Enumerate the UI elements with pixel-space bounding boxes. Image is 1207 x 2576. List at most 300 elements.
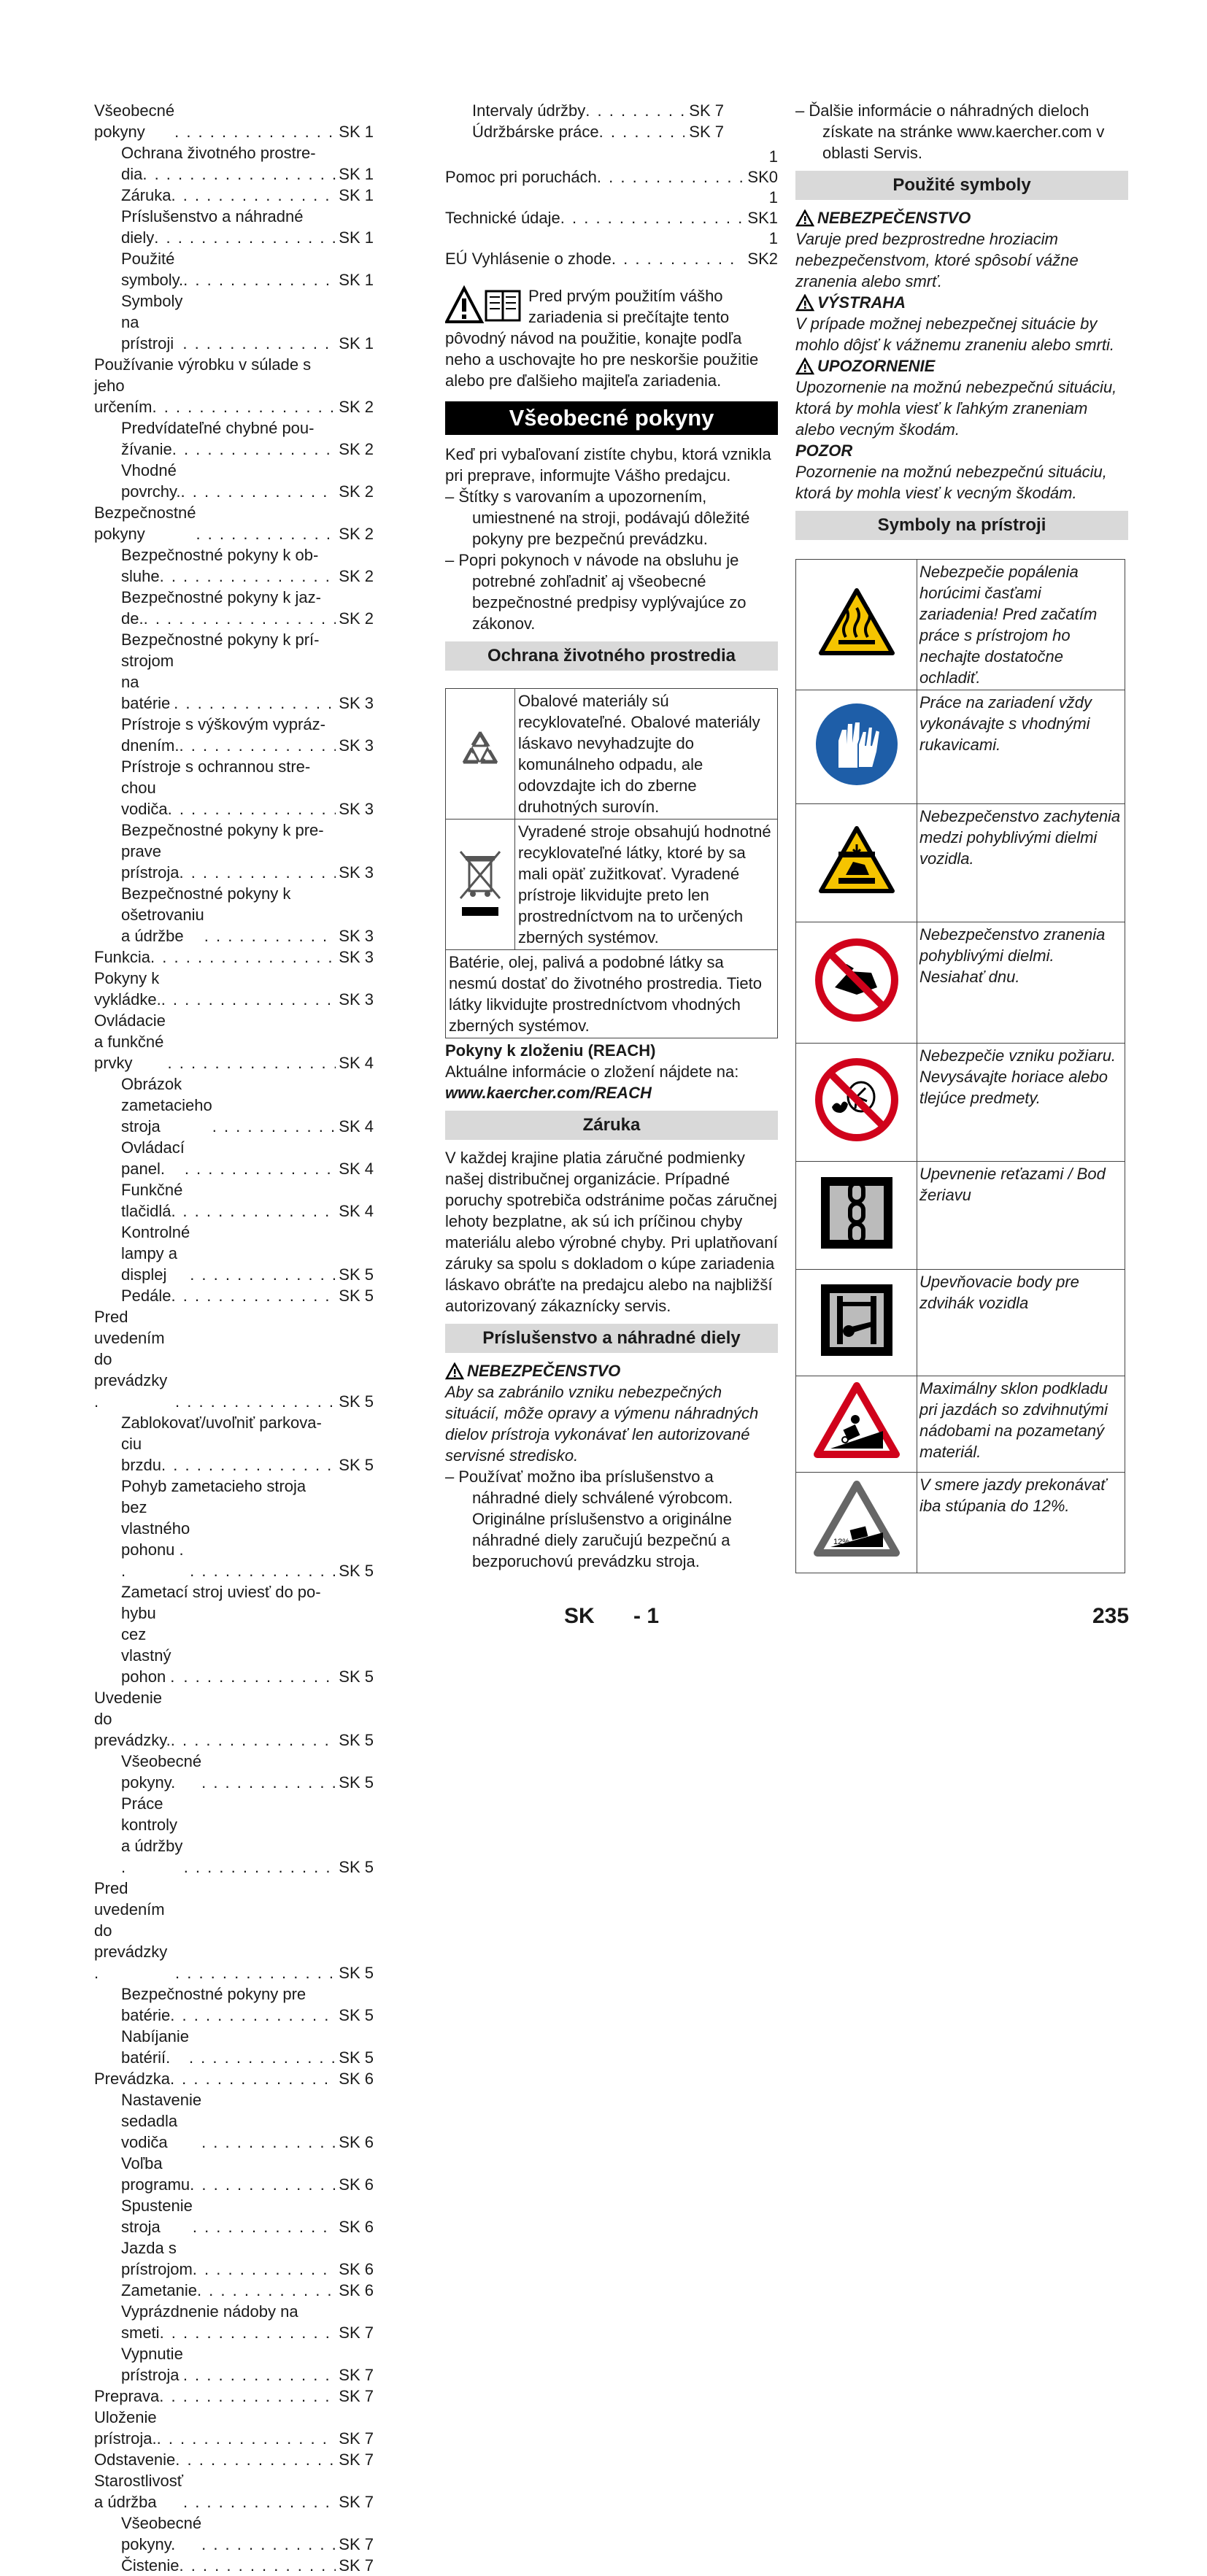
toc-leader-dots (190, 1264, 336, 1285)
device-symbol-row (796, 1376, 1125, 1473)
device-symbol-text: Nebezpečie vzniku požiaru. Nevysávajte horiace alebo tlejúce predmety. (917, 1044, 1125, 1162)
toc-entry[interactable] (94, 2089, 374, 2153)
device-symbol-row (796, 922, 1125, 1044)
toc-entry[interactable] (94, 629, 374, 714)
device-symbol-text: Upevnenie reťazami / Bod žeriavu (917, 1162, 1125, 1270)
toc-entry-page-digit: 2 (768, 250, 778, 268)
toc-entry-page: SK 7 (339, 2324, 374, 2342)
toc-entry-page: SK 3 (339, 694, 374, 712)
toc-entry-page: SK 5 (339, 1858, 374, 1876)
toc-entry[interactable] (94, 2026, 374, 2068)
toc-entry-title: ciu brzdu (121, 1435, 162, 1474)
toc-entry-title: prave prístroja (121, 842, 180, 882)
toc-entry[interactable] (94, 1793, 374, 1878)
toc-entry[interactable] (94, 544, 374, 587)
warranty-text: V každej krajine platia záručné podmienky našej distribučnej organizácie. Prípadné poruchy spotrebiča odstránime počas záručnej lehoty bezplatne, ak sú ich príčinou chyby materiálu alebo výrobné chyby. Pri uplatňovaní záruky sa spolu s dokladom o kúpe zariadenia láskavo obráťte na predajcu alebo na najbližší autorizovaný zákaznícky servis. (445, 1149, 778, 1315)
toc-entry-title: Práce kontroly a údržby . (121, 1794, 183, 1876)
toc-entry-title: Vypnutie prístroja (121, 2345, 183, 2384)
toc-entry[interactable] (94, 820, 374, 883)
toc-entry-title: Ovládacie a funkčné prvky (94, 1011, 166, 1072)
toc-entry[interactable] (445, 147, 778, 188)
toc-entry[interactable] (94, 1687, 374, 1751)
toc-entry-page: SK 2 (339, 440, 374, 458)
toc-entry-page: SK 4 (339, 1054, 374, 1072)
toc-entry[interactable] (94, 1306, 374, 1412)
toc-entry[interactable] (94, 2237, 374, 2280)
toc-leader-dots (175, 1962, 336, 1983)
toc-entry[interactable] (472, 100, 724, 121)
jack-point-icon (796, 1270, 917, 1376)
general-p1: Keď pri vybaľovaní zistíte chybu, ktorá vznikla pri preprave, informujte Vášho predajcu. (445, 445, 771, 485)
toc-leader-dots (168, 798, 336, 820)
device-symbol-text: Nebezpečenstvo zachytenia medzi pohyblivými dielmi vozidla. (917, 804, 1125, 922)
toc-leader-dots (171, 1285, 336, 1306)
toc-entry-page-number (769, 228, 778, 269)
toc-entry-title: žívanie (121, 440, 172, 458)
right-column (795, 100, 1128, 1573)
toc-entry-page-digit: 1 (768, 188, 778, 207)
toc-entry-page: SK 7 (689, 123, 724, 141)
toc-entry-title: Bezpečnostné pokyny k ob- (121, 546, 319, 564)
toc-entry-title: Predvídateľné chybné pou- (121, 419, 315, 437)
toc-entry-page: SK 7 (339, 2450, 374, 2469)
hot-surface-icon (796, 560, 917, 690)
toc-entry-title: dnením. (121, 736, 180, 755)
toc-column (94, 100, 374, 2576)
toc-entry[interactable] (94, 1179, 374, 1222)
toc-entry-page: SK 3 (339, 990, 374, 1009)
warning-triangle-icon (795, 209, 814, 227)
toc-entry-page: SK 5 (339, 1392, 374, 1411)
toc-entry-title: Ochrana životného prostre- (121, 144, 316, 162)
toc-leader-dots (193, 2259, 336, 2280)
toc-entry-title: de. (121, 609, 144, 628)
toc-leader-dots (612, 248, 744, 269)
toc-leader-dots (193, 2216, 336, 2237)
toc-leader-dots (196, 523, 336, 544)
toc-entry[interactable] (94, 2343, 374, 2386)
toc-entry-title: Záruka (121, 186, 171, 204)
toc-entry[interactable] (94, 1581, 374, 1687)
toc-entry[interactable] (94, 2449, 374, 2470)
toc-entry-page: SK 1 (339, 271, 374, 289)
device-symbol-text: Maximálny sklon podkladu pri jazdách so zdvihnutými nádobami na pozametaný materiál. (917, 1376, 1125, 1473)
toc-entry-title: Pred uvedením do prevádzky . (94, 1879, 168, 1982)
toc-entry[interactable] (94, 460, 374, 502)
toc-leader-dots (190, 1560, 336, 1581)
toc-entry-page: SK 1 (339, 228, 374, 247)
toc-entry[interactable] (94, 968, 374, 1010)
toc-leader-dots (152, 396, 336, 417)
toc-entry[interactable] (94, 206, 374, 248)
toc-entry-page-number (769, 188, 778, 228)
toc-entry-page: SK 5 (339, 2006, 374, 2024)
symbol-label: NEBEZPEČENSTVO (817, 209, 971, 227)
toc-entry[interactable] (94, 248, 374, 290)
symbol-label: VÝSTRAHA (817, 293, 906, 312)
symbol-label-heading (795, 207, 1128, 228)
toc-entry-page: SK 6 (339, 2133, 374, 2151)
toc-entry-page: SK 5 (339, 1964, 374, 1982)
toc-leader-dots (181, 481, 336, 502)
toc-entry-title: Jazda s prístrojom (121, 2239, 193, 2278)
toc-entry-title: Kontrolné lampy a displej (121, 1223, 190, 1284)
toc-leader-dots (172, 439, 336, 460)
toc-continued (445, 100, 778, 142)
toc-entry-page-digit: 0 (768, 168, 778, 186)
toc-entry-page-number (769, 147, 778, 188)
toc-entry-title: Uloženie prístroja. (94, 2408, 157, 2448)
toc-entry-title: Všeobecné pokyny. (121, 1752, 202, 1792)
toc-leader-dots (599, 121, 685, 142)
toc-entry[interactable] (94, 1983, 374, 2026)
accessories-warning-heading (445, 1360, 778, 1381)
toc-leader-dots (183, 2491, 336, 2513)
toc-entry[interactable] (94, 2195, 374, 2237)
toc-entry[interactable] (445, 188, 778, 228)
toc-entry-page: SK 5 (339, 1562, 374, 1580)
toc-leader-dots (183, 269, 336, 290)
toc-entry-page: SK 2 (339, 482, 374, 501)
toc-entry-title: Spustenie stroja (121, 2197, 193, 2236)
svg-text:12%: 12% (833, 1538, 849, 1546)
toc-entry-title: Zablokovať/uvoľniť parkova- (121, 1414, 322, 1432)
toc-entry[interactable] (94, 756, 374, 820)
chain-mount-icon (796, 1162, 917, 1270)
toc-entry-page: SK (747, 209, 769, 227)
device-symbol-row (796, 1044, 1125, 1162)
toc-entry-page: SK 3 (339, 736, 374, 755)
toc-entry-title: Starostlivosť a údržba (94, 2472, 183, 2511)
toc-entry-title: Údržbárske práce (472, 123, 599, 141)
toc-entry-title: Obrázok zametacieho stroja (121, 1075, 212, 1135)
toc-entry-title: Symboly na prístroji (121, 292, 183, 352)
toc-entry[interactable] (94, 1878, 374, 1983)
toc-leader-dots (183, 2364, 336, 2386)
toc-entry-page: SK 6 (339, 2175, 374, 2194)
toc-leader-dots (168, 1052, 336, 1073)
toc-entry[interactable] (94, 2386, 374, 2407)
environment-row-3: Batérie, olej, palivá a podobné látky sa nesmú dostať do životného prostredia. Tieto látky likvidujte prostredníctvom vhodných zberných systémov. (446, 950, 778, 1038)
toc-leader-dots (170, 2005, 336, 2026)
toc-leader-dots (170, 2068, 336, 2089)
toc-leader-dots (179, 862, 336, 883)
symbol-description: Pozornenie na možnú nebezpečnú situáciu, ktorá by mohla viesť k vecným škodám. (795, 463, 1107, 502)
toc-entry-title: bez vlastného pohonu . . (121, 1498, 190, 1580)
toc-entry[interactable] (94, 2513, 374, 2555)
toc-leader-dots (182, 1200, 336, 1222)
toc-entry-page: SK 3 (339, 863, 374, 882)
toc-entry-page: SK 6 (339, 2260, 374, 2278)
accessories-warning-label: NEBEZPEČENSTVO (467, 1362, 621, 1380)
toc-leader-dots (183, 1666, 336, 1687)
toc-entry-title: Preprava (94, 2387, 160, 2405)
symbol-description: Upozornenie na možnú nebezpečnú situáciu, ktorá by mohla viesť k ľahkým zraneniam alebo vecným škodám. (795, 378, 1117, 439)
device-symbol-row (796, 1162, 1125, 1270)
device-symbol-text: V smere jazdy prekonávať iba stúpania do 12%. (917, 1473, 1125, 1573)
toc-leader-dots (175, 2449, 336, 2470)
toc-entry-title: Vyprázdnenie nádoby na (121, 2302, 298, 2321)
symbol-label-heading (795, 355, 1128, 377)
symbol-description: V prípade možnej nebezpečnej situácie by mohlo dôjsť k vážnemu zraneniu alebo smrti. (795, 315, 1114, 354)
toc-entry-page: SK 5 (339, 1265, 374, 1284)
device-symbol-row (796, 804, 1125, 922)
toc-entry[interactable] (94, 2153, 374, 2195)
toc-leader-dots (201, 2132, 336, 2153)
toc-entry-title: Pokyny k vykládke. (94, 969, 161, 1009)
toc-entry-page: SK (747, 250, 769, 268)
toc-entry-title: Uvedenie do prevádzky. (94, 1689, 171, 1749)
toc-leader-dots (182, 333, 336, 354)
toc-leader-dots (160, 2322, 336, 2343)
toc-entry-page: SK 5 (339, 2048, 374, 2067)
device-symbol-text: Nebezpečenstvo zranenia pohyblivými dielmi. Nesiahať dnu. (917, 922, 1125, 1044)
toc-entry-page: SK 3 (339, 948, 374, 966)
device-symbols-table (795, 559, 1125, 1573)
toc-leader-dots (201, 2534, 336, 2555)
device-symbol-row (796, 1270, 1125, 1376)
symbol-label-heading (795, 440, 1128, 461)
symbol-label: UPOZORNENIE (817, 357, 936, 375)
toc-entry[interactable] (94, 946, 374, 968)
toc-leader-dots (157, 2428, 336, 2449)
toc-entry-page: SK 6 (339, 2070, 374, 2088)
toc-leader-dots (560, 207, 744, 228)
environment-row-1: Obalové materiály sú recyklovateľné. Obalové materiály láskavo nevyhadzujte do komunálneho odpadu, ale odovzdajte ich do zberne druhotných surovín. (515, 689, 778, 820)
toc-entry-page: SK 7 (339, 2366, 374, 2384)
toc-entry-page: SK 6 (339, 2218, 374, 2236)
toc-entry-title: Bezpečnostné pokyny (94, 504, 196, 543)
toc-entry-title: Intervaly údržby (472, 101, 586, 120)
toc-entry-page: SK 5 (339, 1731, 374, 1749)
toc-entry[interactable] (94, 2555, 374, 2576)
recycle-icon (446, 689, 515, 820)
toc-entry-title: hybu cez vlastný pohon . (121, 1604, 175, 1686)
toc-entry[interactable] (94, 714, 374, 756)
accessories-warning-text: Aby sa zabránilo vzniku nebezpečných situácií, môže opravy a výmenu náhradných dielov prístroja vykonávať len autorizované servisné stredisko. (445, 1383, 759, 1465)
read-manual-icon (445, 285, 525, 325)
toc-entry[interactable] (94, 185, 374, 206)
section-title-general: Všeobecné pokyny (445, 401, 778, 435)
toc-entry-page: SK 7 (339, 2535, 374, 2553)
symbol-label: POZOR (795, 441, 853, 460)
toc-entry-title: jeho určením (94, 377, 153, 416)
general-bullet-1: – Štítky s varovaním a upozornením, umiestnené na stroji, podávajú dôležité pokyny pre bezpečnú prevádzku. (445, 486, 778, 549)
toc-entry-page: SK 5 (339, 1287, 374, 1305)
toc-entry-title: sluhe (121, 567, 160, 585)
toc-entry-title: smeti (121, 2324, 160, 2342)
accessories-bullet-2: – Ďalšie informácie o náhradných dieloch získate na stránke www.kaercher.com v oblasti Servis. (795, 100, 1128, 163)
toc-entry[interactable] (445, 228, 778, 269)
toc-entry-page: SK 3 (339, 927, 374, 945)
toc-leader-dots (150, 946, 336, 968)
intro-text: Pred prvým použitím vášho zariadenia si prečítajte tento pôvodný návod na použitie, konajte podľa neho a uschovajte ho pre neskoršie použitie alebo pre ďalšieho majiteľa zariadenia. (445, 287, 759, 390)
toc-leader-dots (197, 2280, 336, 2301)
toc-leader-dots (201, 1772, 336, 1793)
toc-entry[interactable] (94, 1137, 374, 1179)
toc-entry[interactable] (94, 2407, 374, 2449)
toc-entry-title: Zametací stroj uviesť do po- (121, 1583, 321, 1601)
toc-entry-title: Nastavenie sedadla vodiča (121, 2091, 202, 2151)
toc-entry-page: SK 4 (339, 1160, 374, 1178)
toc-entry-page-digit: 1 (768, 147, 778, 166)
toc-entry-title: Pedále (121, 1287, 171, 1305)
toc-entry-title: Prevádzka (94, 2070, 170, 2088)
toc-entry[interactable] (94, 354, 374, 417)
toc-entry[interactable] (94, 1222, 374, 1285)
toc-entry-title: Prístroje s ochrannou stre- (121, 757, 311, 776)
crossed-bin-icon (446, 820, 515, 950)
toc-entry-title: chou vodiča (121, 779, 168, 818)
toc-entry[interactable] (94, 417, 374, 460)
toc-leader-dots (159, 2386, 336, 2407)
slope-tip-icon (796, 1376, 917, 1473)
section-title-warranty: Záruka (445, 1111, 778, 1140)
toc-entry-page: SK 5 (339, 1773, 374, 1792)
toc-entry[interactable] (94, 142, 374, 185)
toc-entry-title: Všeobecné pokyny. (121, 2514, 202, 2553)
toc-entry[interactable] (94, 100, 374, 142)
toc-entry[interactable] (94, 290, 374, 354)
toc-entry-title: Použité symboly. (121, 250, 184, 289)
toc-entry[interactable] (94, 1010, 374, 1073)
toc-leader-dots (174, 693, 336, 714)
toc-entry[interactable] (94, 502, 374, 544)
toc-entry-page: SK 2 (339, 567, 374, 585)
toc-entry-page: SK 4 (339, 1117, 374, 1135)
toc-entry-title: Bezpečnostné pokyny k jaz- (121, 588, 321, 606)
toc-entry-page: SK 1 (339, 123, 374, 141)
toc-entry-page-digit: 1 (768, 229, 778, 247)
symbols-used-list (795, 207, 1128, 504)
toc-entry[interactable] (94, 1285, 374, 1306)
toc-entry-page: SK 1 (339, 186, 374, 204)
toc-entry[interactable] (94, 2301, 374, 2343)
toc-leader-dots (180, 735, 336, 756)
device-symbol-row (796, 690, 1125, 804)
general-bullet-2: – Popri pokynoch v návode na obsluhu je potrebné zohľadniť aj všeobecné bezpečnostné predpisy vyplývajúce zo zákonov. (445, 549, 778, 634)
toc-entry[interactable] (94, 1476, 374, 1581)
section-title-device-symbols: Symboly na prístroji (795, 511, 1128, 540)
warning-triangle-icon (795, 358, 814, 375)
toc-entry-page: SK 2 (339, 609, 374, 628)
toc-entry-title: batérie (121, 2006, 171, 2024)
toc-entry-title: Pomoc pri poruchách (445, 168, 597, 186)
reach-link[interactable]: www.kaercher.com/REACH (445, 1084, 652, 1102)
device-symbol-text: Upevňovacie body pre zdvihák vozidla (917, 1270, 1125, 1376)
toc-entry-title: Funkcia (94, 948, 151, 966)
toc-entry[interactable] (94, 587, 374, 629)
toc-entry-title: Zametanie (121, 2281, 197, 2299)
toc-leader-dots (179, 2555, 336, 2576)
toc-entry-page: SK 7 (339, 2387, 374, 2405)
footer-section-number: - 1 (633, 1604, 660, 1628)
toc-leader-dots (171, 185, 336, 206)
toc-leader-dots (184, 1856, 336, 1878)
toc-entry-title: Bezpečnostné pokyny pre (121, 1985, 306, 2003)
toc-leader-dots (160, 566, 336, 587)
device-symbol-text: Práce na zariadení vždy vykonávajte s vhodnými rukavicami. (917, 690, 1125, 804)
warning-triangle-icon (795, 294, 814, 312)
toc-entry-title: Pred uvedením do prevádzky . (94, 1308, 168, 1411)
toc-entry-page: SK 7 (339, 2556, 374, 2575)
toc-entry-title: diely (121, 228, 155, 247)
toc-leader-dots (144, 608, 336, 629)
toc-entry-page-digit: 1 (768, 209, 778, 227)
toc-entry-title: Používanie výrobku v súlade s (94, 355, 312, 374)
crush-hazard-icon (796, 804, 917, 922)
toc-leader-dots (189, 2047, 336, 2068)
toc-entry-title: Všeobecné pokyny (94, 101, 175, 141)
toc-entry-title: EÚ Vyhlásenie o zhode (445, 250, 612, 268)
symbol-label-heading (795, 292, 1128, 313)
toc-entry-title: Prístroje s výškovým vypráz- (121, 715, 325, 733)
footer-language: SK (564, 1604, 595, 1628)
toc-entry-page: SK 5 (339, 1456, 374, 1474)
toc-entry-page: SK 2 (339, 398, 374, 416)
middle-column (445, 100, 778, 1572)
toc-entry-title: Ovládací panel. (121, 1138, 185, 1178)
toc-entry-title: strojom na batérie (121, 652, 174, 712)
toc-leader-dots (185, 1158, 336, 1179)
toc-entry-page: SK 7 (339, 2493, 374, 2511)
toc-entry[interactable] (94, 1751, 374, 1793)
toc-entry-page: SK 5 (339, 1667, 374, 1686)
toc-entry-page: SK 6 (339, 2281, 374, 2299)
toc-leader-dots (597, 166, 744, 188)
no-burning-objects-icon (796, 1044, 917, 1162)
toc-entry-title: Bezpečnostné pokyny k (121, 884, 291, 903)
toc-entry-title: Funkčné tlačidlá. (121, 1181, 183, 1220)
toc-entry[interactable] (94, 883, 374, 946)
toc-entry-page: SK 1 (339, 334, 374, 352)
toc-entry[interactable] (94, 1073, 374, 1137)
toc-entry-page: SK 7 (689, 101, 724, 120)
toc-entry-title: Pohyb zametacieho stroja (121, 1477, 306, 1495)
no-reach-icon (796, 922, 917, 1044)
toc-entry[interactable] (94, 1412, 374, 1476)
toc-leader-dots (171, 1729, 336, 1751)
toc-entry[interactable] (472, 121, 724, 142)
toc-leader-dots (174, 121, 336, 142)
gloves-icon (796, 690, 917, 804)
device-symbol-text: Nebezpečie popálenia horúcimi časťami zariadenia! Pred začatím práce s prístrojom ho nechajte dostatočne ochladiť. (917, 560, 1125, 690)
toc-entry-title: ošetrovaniu a údržbe (121, 906, 204, 945)
toc-entry[interactable] (94, 2470, 374, 2513)
toc-entry-page: SK 3 (339, 800, 374, 818)
slope-icon (796, 1473, 917, 1573)
environment-table (445, 688, 778, 1038)
toc-leader-dots (142, 163, 336, 185)
toc-entry-title: Nabíjanie batérií. (121, 2027, 189, 2067)
toc-leader-dots (204, 925, 336, 946)
section-title-environment: Ochrana životného prostredia (445, 641, 778, 671)
toc-entry-title: dia (121, 165, 143, 183)
toc-entry-title: Voľba programu (121, 2154, 190, 2194)
toc-leader-dots (585, 100, 685, 121)
toc-leader-dots (154, 227, 336, 248)
environment-row-2: Vyradené stroje obsahujú hodnotné recyklovateľné látky, ktoré by sa mali opäť zužitkovať. Vyradené prístroje likvidujte preto len prostredníctvom na to určených zberných systémov. (515, 820, 778, 950)
toc-entry-title: Čistenie (121, 2556, 180, 2575)
toc-entry-page: SK 7 (339, 2429, 374, 2448)
toc-entry[interactable] (94, 2068, 374, 2089)
toc-entry-title: Bezpečnostné pokyny k prí- (121, 630, 320, 649)
toc-leader-dots (161, 989, 336, 1010)
toc-continued-main (445, 147, 778, 269)
toc-entry[interactable] (94, 2280, 374, 2301)
section-title-symbols-used: Použité symboly (795, 171, 1128, 200)
toc-entry-page: SK (747, 168, 769, 186)
